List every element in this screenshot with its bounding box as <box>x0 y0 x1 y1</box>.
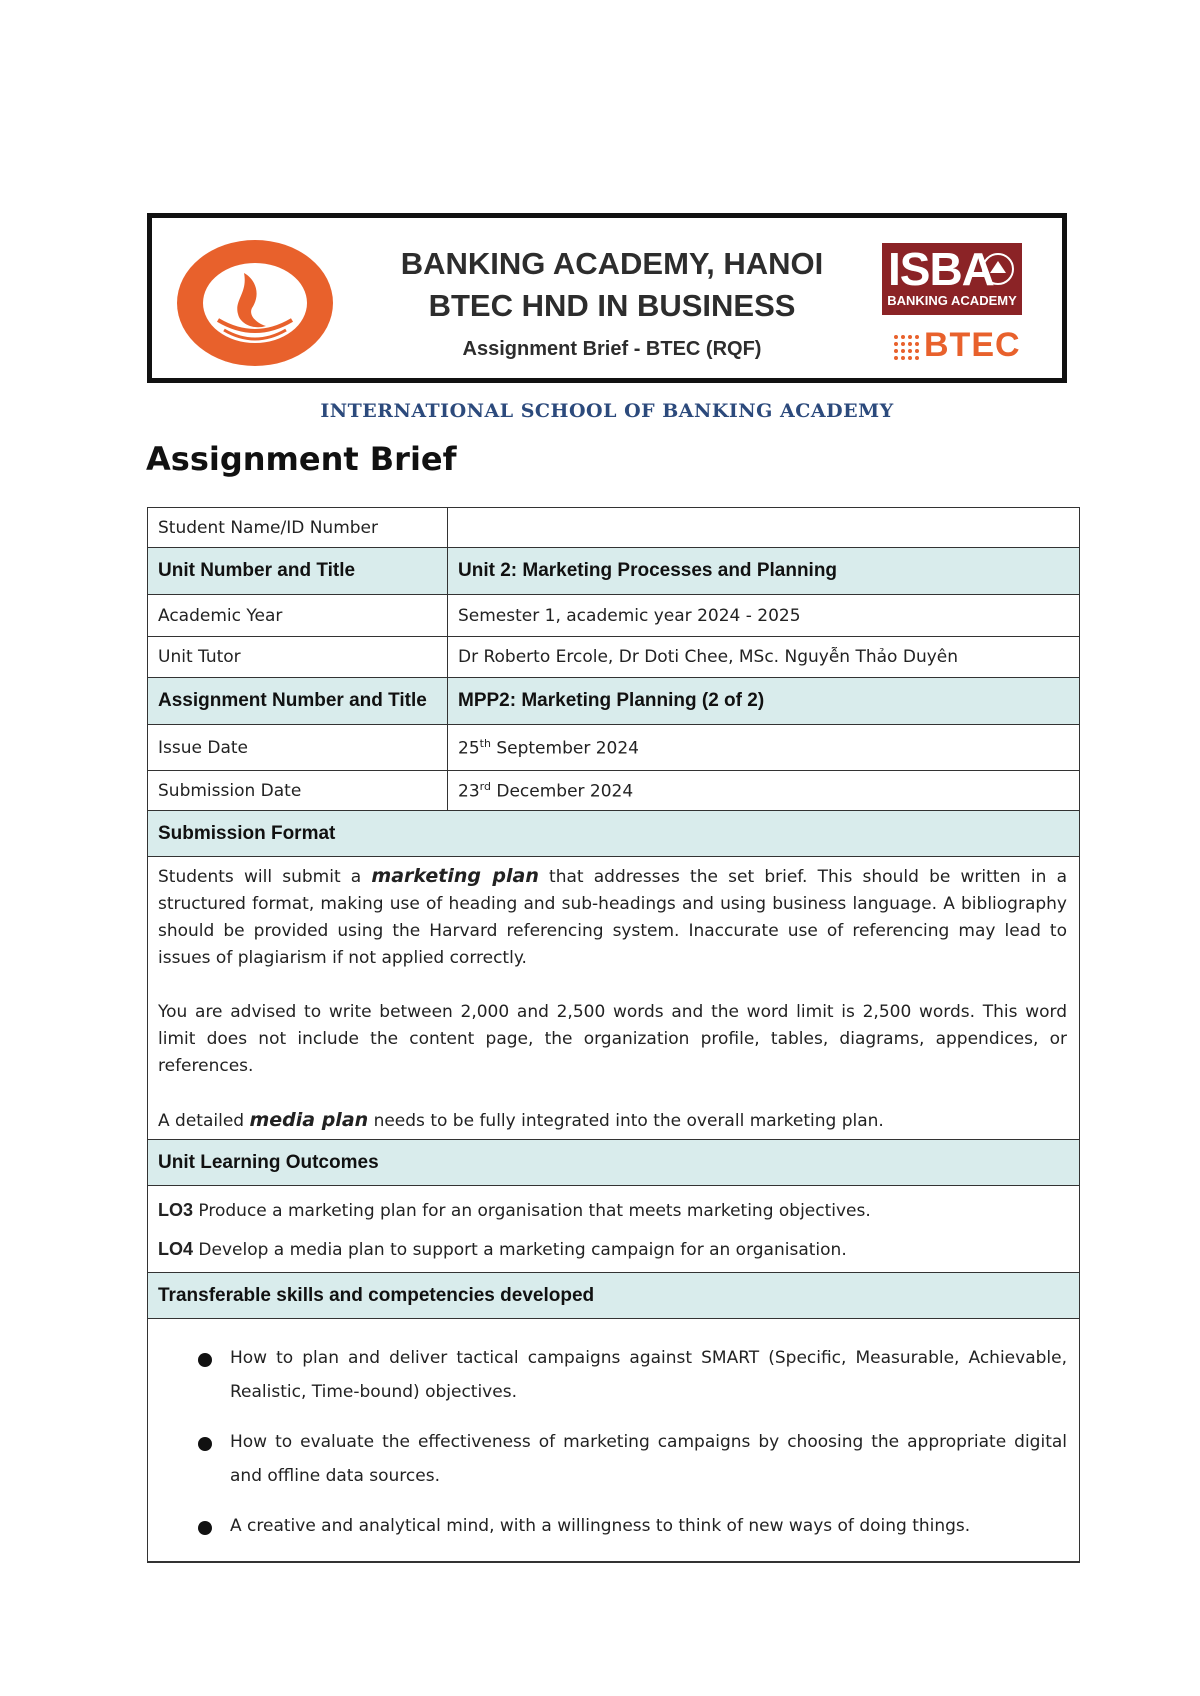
assignment-brief-table <box>147 507 1080 1563</box>
submission-paragraph-3: A detailed media plan needs to be fully integrated into the overall marketing plan. <box>158 1109 884 1131</box>
btec-logo-text: BTEC <box>924 326 1021 364</box>
table-row <box>148 857 1080 1140</box>
header-line-2: BTEC HND IN BUSINESS <box>428 288 796 323</box>
table-row <box>148 1273 1080 1319</box>
table-row <box>148 1140 1080 1186</box>
school-name: INTERNATIONAL SCHOOL OF BANKING ACADEMY <box>320 400 894 422</box>
skills-list <box>158 1319 1067 1551</box>
unit-label: Unit Number and Title <box>148 548 448 595</box>
table-row <box>148 595 1080 637</box>
bullet-icon <box>198 1353 212 1367</box>
skills-body <box>148 1319 1080 1563</box>
skills-heading: Transferable skills and competencies developed <box>148 1273 1080 1319</box>
learning-outcome-item: LO4 Develop a media plan to support a marketing campaign for an organisation. <box>158 1239 847 1260</box>
student-value <box>448 508 1080 548</box>
btec-logo <box>892 328 1042 368</box>
assignment-value: MPP2: Marketing Planning (2 of 2) <box>448 678 1080 725</box>
tutor-value: Dr Roberto Ercole, Dr Doti Chee, MSc. Nguyễn Thảo Duyên <box>448 637 1080 678</box>
learning-outcomes-heading: Unit Learning Outcomes <box>148 1140 1080 1186</box>
isba-emblem-icon <box>980 251 1016 287</box>
submission-date-label: Submission Date <box>148 771 448 811</box>
bullet-icon <box>198 1521 212 1535</box>
submission-format-body <box>148 857 1080 1140</box>
isba-logo <box>882 243 1022 315</box>
isba-logo-text: ISBA <box>888 243 994 295</box>
tutor-label: Unit Tutor <box>148 637 448 678</box>
table-row <box>148 637 1080 678</box>
table-row <box>148 548 1080 595</box>
learning-outcomes-body <box>148 1186 1080 1273</box>
btec-dots-icon <box>892 332 922 366</box>
table-row <box>148 811 1080 857</box>
header-line-3: Assignment Brief - BTEC (RQF) <box>462 338 762 360</box>
table-row <box>148 771 1080 811</box>
bullet-icon <box>198 1437 212 1451</box>
list-item: How to plan and deliver tactical campaigns against SMART (Specific, Measurable, Achievable, Realistic, Time-bound) objectives. <box>198 1341 1067 1409</box>
issue-date-value: 25th September 2024 <box>448 725 1080 771</box>
unit-value: Unit 2: Marketing Processes and Planning <box>448 548 1080 595</box>
submission-format-heading: Submission Format <box>148 811 1080 857</box>
year-label: Academic Year <box>148 595 448 637</box>
page-title: Assignment Brief <box>146 440 457 478</box>
issue-date-label: Issue Date <box>148 725 448 771</box>
table-row <box>148 678 1080 725</box>
submission-paragraph-2: You are advised to write between 2,000 and 2,500 words and the word limit is 2,500 words. This word limit does not include the content page, the organization profile, tables, diagrams, appendices, or references. <box>158 1002 1067 1076</box>
table-row <box>148 1319 1080 1563</box>
assignment-label: Assignment Number and Title <box>148 678 448 725</box>
table-row <box>148 1186 1080 1273</box>
header-banner <box>147 213 1067 383</box>
list-item: A creative and analytical mind, with a willingness to think of new ways of doing things. <box>198 1509 1067 1543</box>
year-value: Semester 1, academic year 2024 - 2025 <box>448 595 1080 637</box>
list-item: How to evaluate the effectiveness of marketing campaigns by choosing the appropriate digital and offline data sources. <box>198 1425 1067 1493</box>
table-row <box>148 508 1080 548</box>
submission-date-value: 23rd December 2024 <box>448 771 1080 811</box>
table-row <box>148 725 1080 771</box>
isba-logo-subtext: BANKING ACADEMY <box>887 293 1017 308</box>
student-label: Student Name/ID Number <box>148 508 448 548</box>
hoc-vien-ngan-hang-logo-icon <box>174 238 336 368</box>
header-line-1: BANKING ACADEMY, HANOI <box>400 246 824 281</box>
submission-paragraph-1: Students will submit a marketing plan that addresses the set brief. This should be written in a structured format, making use of heading and sub-headings and using business language. A bibliography should be provided using the Harvard referencing system. Inaccurate use of referencing may lead to issues of plagiarism if not applied correctly. <box>158 865 1067 968</box>
learning-outcome-item: LO3 Produce a marketing plan for an organisation that meets marketing objectives. <box>158 1200 871 1221</box>
